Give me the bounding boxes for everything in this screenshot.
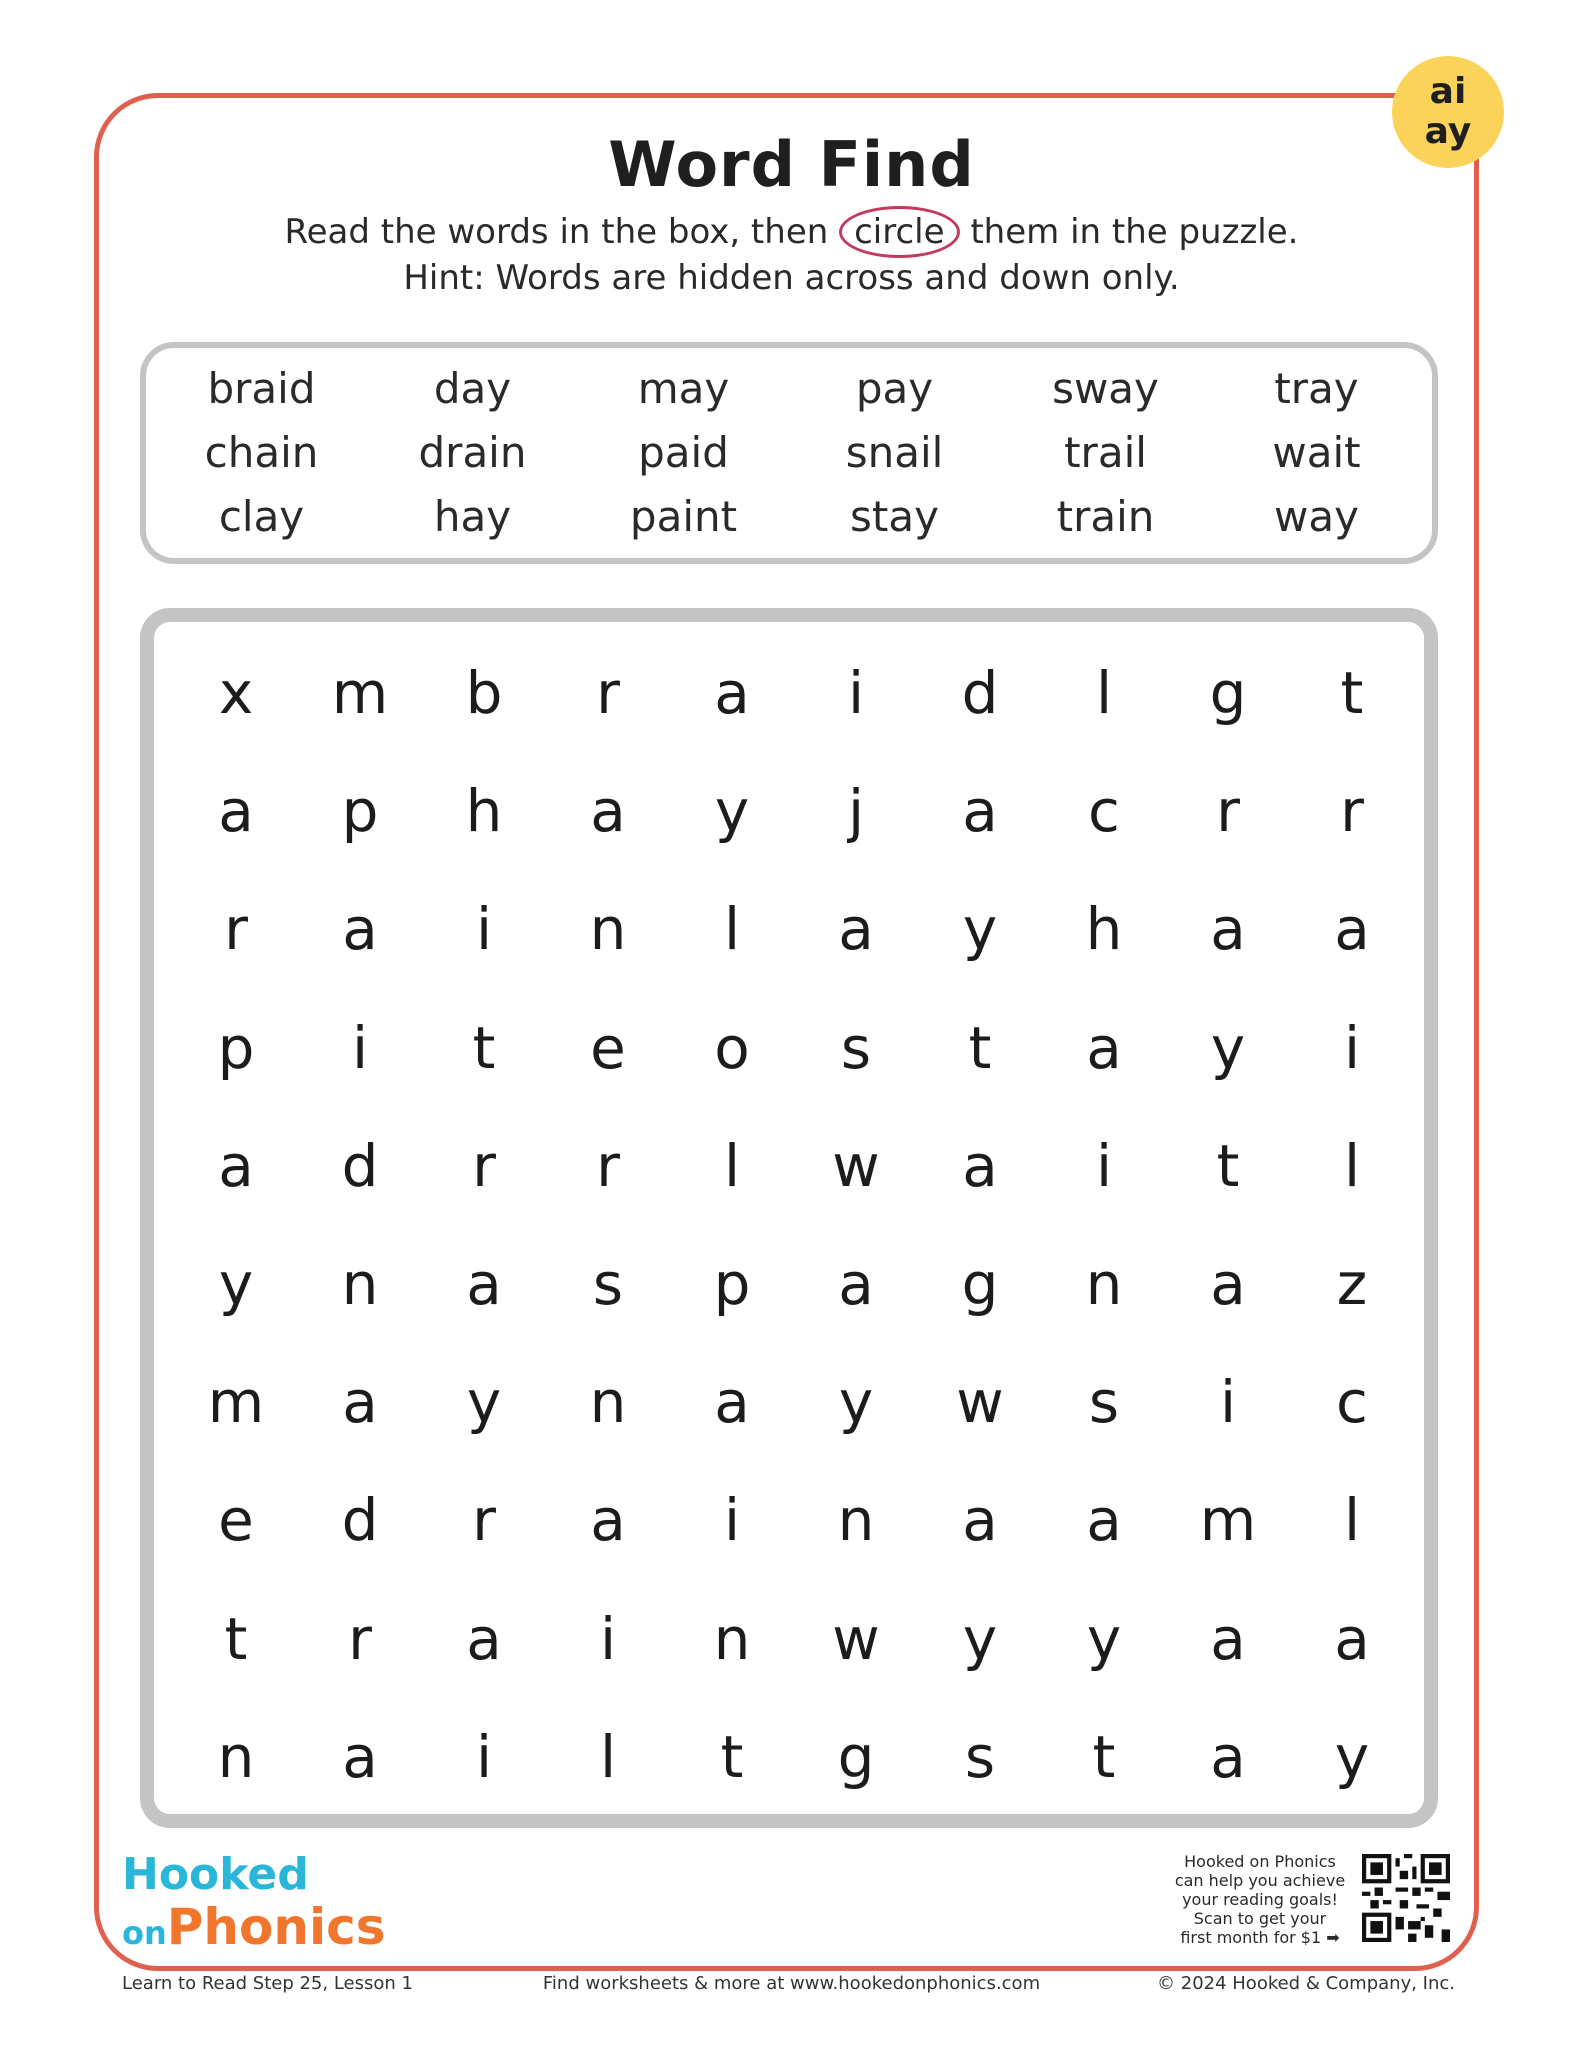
logo-hooked: Hooked bbox=[122, 1849, 309, 1900]
instructions-after: them in the puzzle. bbox=[959, 212, 1299, 252]
puzzle-letter[interactable]: a bbox=[218, 777, 254, 846]
puzzle-letter[interactable]: s bbox=[964, 1722, 996, 1791]
puzzle-letter[interactable]: r bbox=[224, 895, 248, 964]
puzzle-letter[interactable]: m bbox=[1199, 1486, 1257, 1555]
puzzle-letter[interactable]: a bbox=[962, 1131, 998, 1200]
puzzle-letter[interactable]: w bbox=[956, 1368, 1004, 1437]
puzzle-letter[interactable]: r bbox=[472, 1486, 496, 1555]
puzzle-letter[interactable]: z bbox=[1336, 1250, 1368, 1319]
puzzle-letter[interactable]: r bbox=[596, 659, 620, 728]
puzzle-letter[interactable]: p bbox=[713, 1250, 751, 1319]
puzzle-letter[interactable]: y bbox=[962, 895, 998, 964]
puzzle-letter[interactable]: a bbox=[838, 1250, 874, 1319]
puzzle-letter[interactable]: w bbox=[832, 1604, 880, 1673]
puzzle-letter[interactable]: a bbox=[590, 1486, 626, 1555]
qr-code-icon[interactable] bbox=[1362, 1854, 1450, 1942]
puzzle-letter[interactable]: l bbox=[599, 1722, 617, 1791]
letter-grid bbox=[174, 634, 1414, 1816]
puzzle-letter[interactable]: i bbox=[847, 659, 865, 728]
puzzle-letter[interactable]: r bbox=[348, 1604, 372, 1673]
puzzle-letter[interactable]: n bbox=[837, 1486, 875, 1555]
puzzle-letter[interactable]: i bbox=[599, 1604, 617, 1673]
puzzle-letter[interactable]: a bbox=[1210, 1604, 1246, 1673]
puzzle-letter[interactable]: a bbox=[1334, 1604, 1370, 1673]
promo-line: Scan to get your bbox=[1193, 1909, 1327, 1928]
footer-website[interactable]: Find worksheets & more at www.hookedonphonics.com bbox=[542, 1973, 1041, 1994]
puzzle-letter[interactable]: d bbox=[961, 659, 999, 728]
logo-on: on bbox=[122, 1914, 167, 1952]
puzzle-letter[interactable]: m bbox=[207, 1368, 265, 1437]
word-list-item: drain bbox=[418, 428, 527, 477]
promo-line: can help you achieve bbox=[1174, 1871, 1346, 1890]
puzzle-letter[interactable]: a bbox=[1086, 1013, 1122, 1082]
puzzle-letter[interactable]: a bbox=[342, 1722, 378, 1791]
puzzle-letter[interactable]: p bbox=[217, 1013, 255, 1082]
puzzle-letter[interactable]: g bbox=[961, 1250, 999, 1319]
puzzle-letter[interactable]: o bbox=[714, 1013, 750, 1082]
puzzle-letter[interactable]: l bbox=[723, 1131, 741, 1200]
instructions bbox=[0, 206, 1583, 258]
puzzle-letter[interactable]: a bbox=[466, 1604, 502, 1673]
badge-line-2: ay bbox=[1424, 111, 1472, 152]
puzzle-letter[interactable]: n bbox=[1085, 1250, 1123, 1319]
puzzle-letter[interactable]: s bbox=[840, 1013, 872, 1082]
word-list-item: clay bbox=[218, 492, 305, 541]
word-list-item: trail bbox=[1064, 428, 1147, 477]
puzzle-letter[interactable]: y bbox=[714, 777, 750, 846]
footer-lesson: Learn to Read Step 25, Lesson 1 bbox=[122, 1973, 413, 1994]
puzzle-letter[interactable]: n bbox=[217, 1722, 255, 1791]
puzzle-letter[interactable]: t bbox=[472, 1013, 496, 1082]
puzzle-frame bbox=[140, 608, 1438, 1828]
puzzle-letter[interactable]: a bbox=[342, 1368, 378, 1437]
word-list-item: stay bbox=[850, 492, 939, 541]
puzzle-letter[interactable]: j bbox=[847, 777, 865, 846]
puzzle-letter[interactable]: y bbox=[1210, 1013, 1246, 1082]
puzzle-letter[interactable]: i bbox=[475, 1722, 493, 1791]
puzzle-letter[interactable]: r bbox=[472, 1131, 496, 1200]
puzzle-letter[interactable]: r bbox=[1216, 777, 1240, 846]
puzzle-letter[interactable]: a bbox=[714, 659, 750, 728]
instructions-before: Read the words in the box, then bbox=[284, 212, 840, 252]
puzzle-letter[interactable]: a bbox=[218, 1131, 254, 1200]
puzzle-letter[interactable]: a bbox=[714, 1368, 750, 1437]
puzzle-letter[interactable]: y bbox=[838, 1368, 874, 1437]
footer-copyright: © 2024 Hooked & Company, Inc. bbox=[1157, 1973, 1455, 1994]
puzzle-letter[interactable]: i bbox=[351, 1013, 369, 1082]
circled-word: circle bbox=[839, 206, 959, 258]
page-title: Word Find bbox=[608, 128, 975, 201]
puzzle-letter[interactable]: g bbox=[1209, 659, 1247, 728]
puzzle-letter[interactable]: a bbox=[466, 1250, 502, 1319]
word-list-item: paint bbox=[629, 492, 738, 541]
puzzle-letter[interactable]: a bbox=[1334, 895, 1370, 964]
word-list-item: snail bbox=[845, 428, 944, 477]
puzzle-letter[interactable]: y bbox=[1334, 1722, 1370, 1791]
puzzle-letter[interactable]: l bbox=[1343, 1486, 1361, 1555]
word-list-item: chain bbox=[204, 428, 319, 477]
puzzle-letter[interactable]: r bbox=[1340, 777, 1364, 846]
brand-logo bbox=[122, 1849, 386, 1956]
puzzle-letter[interactable]: a bbox=[1210, 895, 1246, 964]
puzzle-letter[interactable]: y bbox=[1086, 1604, 1122, 1673]
puzzle-letter[interactable]: x bbox=[218, 659, 254, 728]
puzzle-letter[interactable]: a bbox=[838, 895, 874, 964]
puzzle-letter[interactable]: e bbox=[218, 1486, 254, 1555]
puzzle-letter[interactable]: w bbox=[832, 1131, 880, 1200]
puzzle-letter[interactable]: t bbox=[1340, 659, 1364, 728]
puzzle-letter[interactable]: c bbox=[1336, 1368, 1368, 1437]
puzzle-letter[interactable]: h bbox=[1085, 895, 1123, 964]
puzzle-letter[interactable]: i bbox=[1343, 1013, 1361, 1082]
puzzle-letter[interactable]: a bbox=[1210, 1250, 1246, 1319]
puzzle-letter[interactable]: c bbox=[1088, 777, 1120, 846]
puzzle-letter[interactable]: a bbox=[962, 1486, 998, 1555]
puzzle-letter[interactable]: y bbox=[218, 1250, 254, 1319]
promo-line: first month for $1 ➡ bbox=[1180, 1928, 1340, 1947]
puzzle-letter[interactable]: t bbox=[1092, 1722, 1116, 1791]
word-list-item: tray bbox=[1274, 364, 1359, 413]
badge-line-1: ai bbox=[1429, 71, 1467, 112]
puzzle-letter[interactable]: i bbox=[1095, 1131, 1113, 1200]
hint-text: Hint: Words are hidden across and down only. bbox=[403, 258, 1180, 298]
puzzle-letter[interactable]: t bbox=[968, 1013, 992, 1082]
puzzle-letter[interactable]: a bbox=[962, 777, 998, 846]
word-list-item: may bbox=[637, 364, 730, 413]
puzzle-letter[interactable]: n bbox=[341, 1250, 379, 1319]
word-list-item: wait bbox=[1272, 428, 1361, 477]
puzzle-letter[interactable]: l bbox=[1095, 659, 1113, 728]
promo-line: your reading goals! bbox=[1182, 1890, 1338, 1909]
word-list-item: paid bbox=[638, 428, 729, 477]
puzzle-letter[interactable]: n bbox=[589, 1368, 627, 1437]
puzzle-letter[interactable]: t bbox=[224, 1604, 248, 1673]
puzzle-letter[interactable]: a bbox=[590, 777, 626, 846]
puzzle-letter[interactable]: t bbox=[1216, 1131, 1240, 1200]
word-list-item: train bbox=[1056, 492, 1155, 541]
puzzle-letter[interactable]: m bbox=[331, 659, 389, 728]
puzzle-letter[interactable]: e bbox=[590, 1013, 626, 1082]
puzzle-letter[interactable]: y bbox=[466, 1368, 502, 1437]
puzzle-letter[interactable]: h bbox=[465, 777, 503, 846]
word-list-item: pay bbox=[855, 364, 934, 413]
puzzle-letter[interactable]: t bbox=[720, 1722, 744, 1791]
puzzle-letter[interactable]: d bbox=[341, 1486, 379, 1555]
puzzle-letter[interactable]: a bbox=[1086, 1486, 1122, 1555]
puzzle-letter[interactable]: r bbox=[596, 1131, 620, 1200]
puzzle-letter[interactable]: y bbox=[962, 1604, 998, 1673]
word-list-item: day bbox=[433, 364, 512, 413]
word-list-item: sway bbox=[1052, 364, 1159, 413]
puzzle-letter[interactable]: s bbox=[592, 1250, 624, 1319]
puzzle-letter[interactable]: a bbox=[342, 895, 378, 964]
word-list-item: braid bbox=[207, 364, 316, 413]
word-list-box bbox=[140, 342, 1438, 564]
logo-phonics: Phonics bbox=[166, 1898, 386, 1956]
puzzle-letter[interactable]: n bbox=[713, 1604, 751, 1673]
promo-line: Hooked on Phonics bbox=[1184, 1852, 1336, 1871]
puzzle-letter[interactable]: g bbox=[837, 1722, 875, 1791]
puzzle-letter[interactable]: l bbox=[1343, 1131, 1361, 1200]
puzzle-letter[interactable]: l bbox=[723, 895, 741, 964]
puzzle-letter[interactable]: s bbox=[1088, 1368, 1120, 1437]
puzzle-letter[interactable]: a bbox=[1210, 1722, 1246, 1791]
puzzle-letter[interactable]: b bbox=[465, 659, 503, 728]
puzzle-letter[interactable]: n bbox=[589, 895, 627, 964]
puzzle-letter[interactable]: i bbox=[1219, 1368, 1237, 1437]
promo-text bbox=[1140, 1852, 1380, 1947]
word-list-item: hay bbox=[433, 492, 512, 541]
puzzle-letter[interactable]: i bbox=[475, 895, 493, 964]
word-list-item: way bbox=[1274, 492, 1359, 541]
puzzle-letter[interactable]: i bbox=[723, 1486, 741, 1555]
puzzle-letter[interactable]: p bbox=[341, 777, 379, 846]
puzzle-letter[interactable]: d bbox=[341, 1131, 379, 1200]
